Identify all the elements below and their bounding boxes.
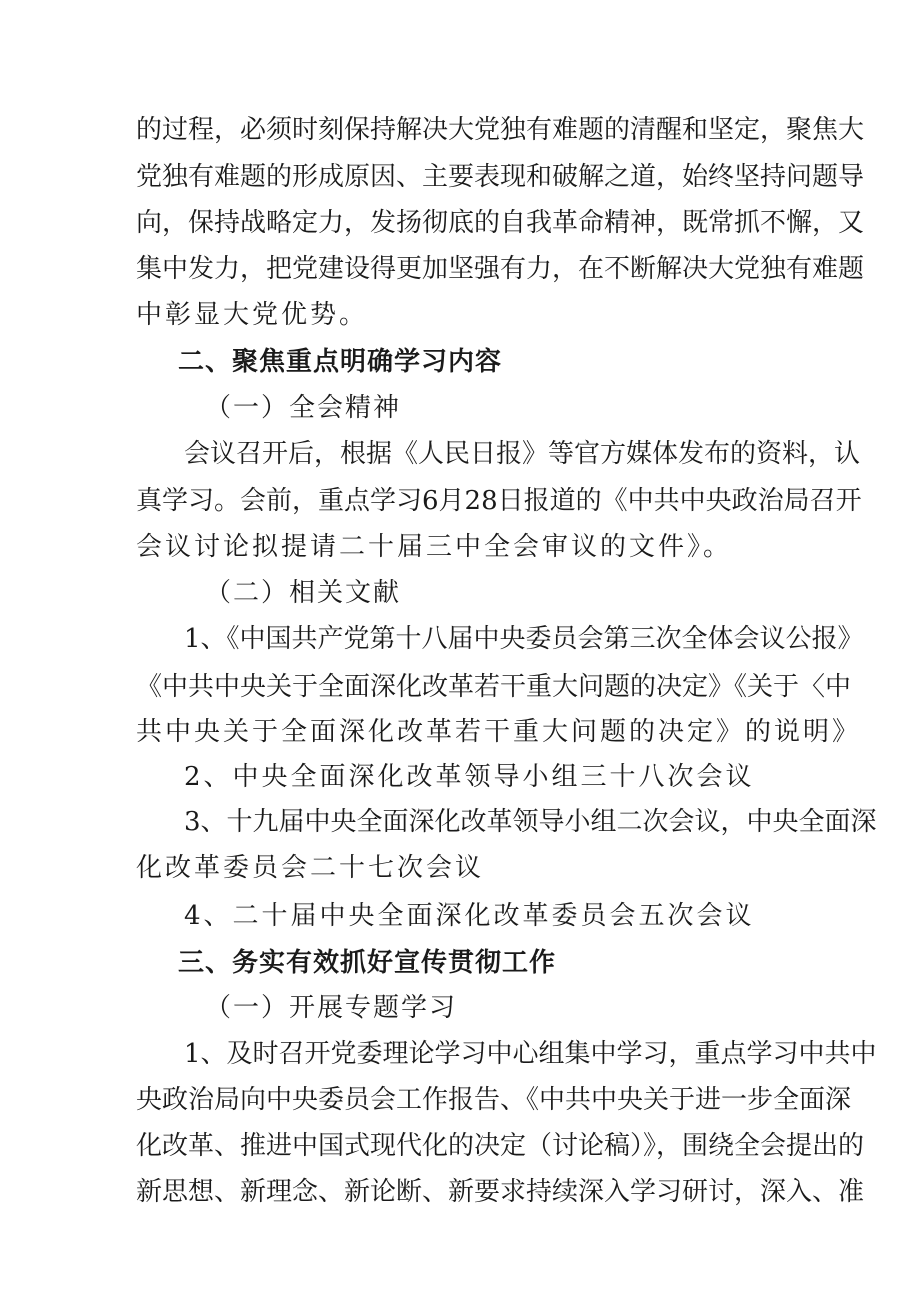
subsection-heading: （一）全会精神: [205, 393, 402, 423]
paragraph-line: 1、及时召开党委理论学习中心组集中学习，重点学习中共中: [184, 1039, 877, 1069]
paragraph-line: 新思想、新理念、新论断、新要求持续深入学习研讨，深入、准: [136, 1177, 865, 1207]
list-item-line: 《中共中央关于全面深化改革若干重大问题的决定》《关于〈中: [136, 672, 852, 702]
list-item-line: 化改革委员会二十七次会议: [136, 853, 485, 883]
paragraph-line: 会议讨论拟提请二十届三中全会审议的文件》。: [136, 532, 733, 562]
list-item-line: 3、十九届中央全面深化改革领导小组二次会议，中央全面深: [184, 807, 877, 837]
list-item-line: 共中央关于全面深化改革若干重大问题的决定》的说明》: [136, 717, 862, 747]
subsection-heading: （一）开展专题学习: [205, 993, 458, 1023]
section-heading: 二、聚焦重点明确学习内容: [178, 347, 503, 377]
list-item-line: 2、中央全面深化改革领导小组三十八次会议: [184, 762, 755, 792]
list-item-line: 1、《中国共产党第十八届中央委员会第三次全体会议公报》: [184, 624, 864, 654]
list-item-line: 4、二十届中央全面深化改革委员会五次会议: [184, 901, 755, 931]
paragraph-line: 的过程，必须时刻保持解决大党独有难题的清醒和坚定，聚焦大: [136, 115, 865, 145]
section-heading: 三、务实有效抓好宣传贯彻工作: [178, 948, 557, 978]
paragraph-line: 党独有难题的形成原因、主要表现和破解之道，始终坚持问题导: [136, 162, 865, 192]
paragraph-line: 中彰显大党优势。: [136, 300, 369, 330]
subsection-heading: （二）相关文献: [205, 578, 402, 608]
paragraph-line: 真学习。会前，重点学习6月28日报道的《中共中央政治局召开: [136, 486, 862, 516]
paragraph-line: 央政治局向中央委员会工作报告、《中共中央关于进一步全面深: [136, 1085, 852, 1115]
paragraph-line: 集中发力，把党建设得更加坚强有力，在不断解决大党独有难题: [136, 254, 865, 284]
paragraph-line: 向，保持战略定力，发扬彻底的自我革命精神，既常抓不懈，又: [136, 208, 865, 238]
paragraph-line: 化改革、推进中国式现代化的决定（讨论稿）》，围绕全会提出的: [136, 1131, 865, 1161]
paragraph-line: 会议召开后，根据《人民日报》等官方媒体发布的资料，认: [184, 439, 861, 469]
